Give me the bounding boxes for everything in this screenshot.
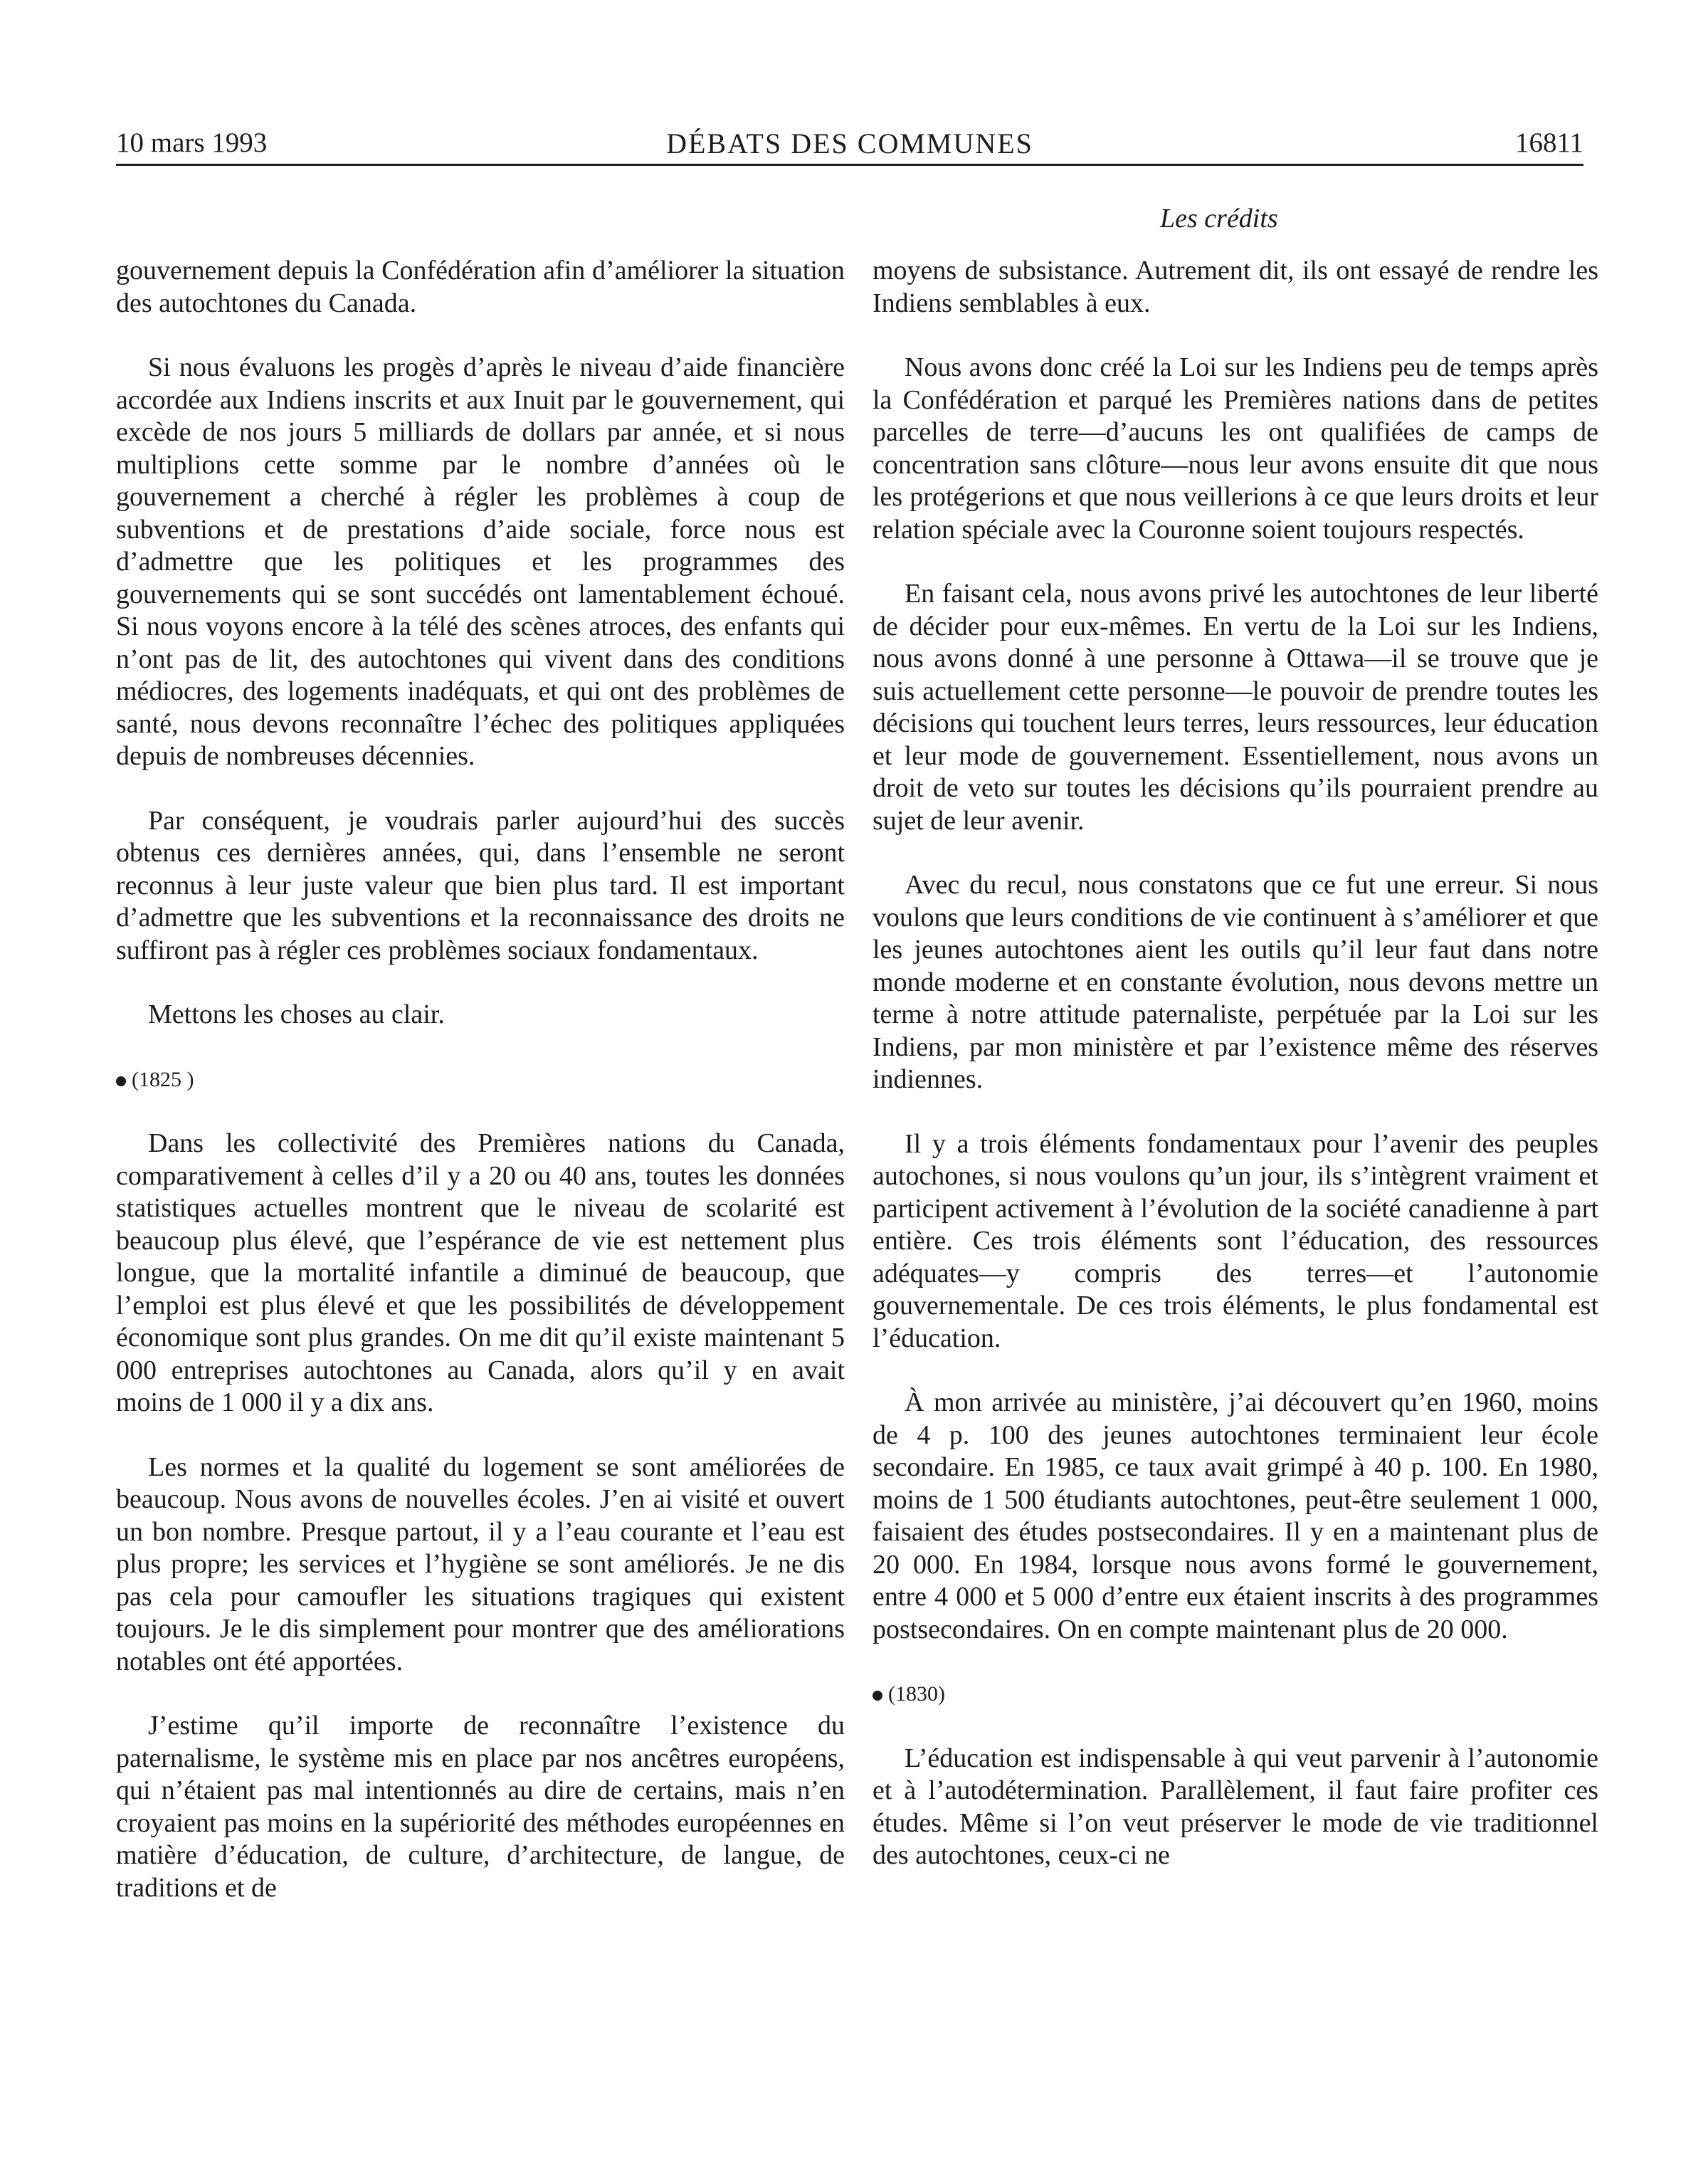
paragraph: Dans les collectivité des Premières nations du Canada, comparativement à celles d’il y a 20 ou 40 ans, toutes les données statistiques actuelles montrent que le niveau de scolarité est beaucoup plus élevé, que l’espérance de vie est nettement plus longue, que la mortalité infantile a diminué de beaucoup, que l’emploi est plus élevé et que les possibilités de développement économique sont plus grandes. On me dit qu’il existe maintenant 5 000 entreprises autochtones au Canada, alors qu’il y en avait moins de 1 000 il y a dix ans. bbox=[116, 1128, 845, 1417]
paragraph: À mon arrivée au ministère, j’ai découvert qu’en 1960, moins de 4 p. 100 des jeunes autochtones terminaient leur école secondaire. En 1985, ce taux avait grimpé à 40 p. 100. En 1980, moins de 1 500 étudiants autochtones, peut-être seulement 1 000, faisaient des études postsecondaires. Il y en a maintenant plus de 20 000. En 1984, lorsque nous avons formé le gouvernement, entre 4 000 et 5 000 d’entre eux étaient inscrits à des programmes postsecondaires. On en compte maintenant plus de 20 000. bbox=[873, 1387, 1598, 1644]
paragraph: Il y a trois éléments fondamentaux pour l’avenir des peuples autochones, si nous voulons qu’un jour, ils s’intègrent vraiment et participent activement à l’évolution de la société canadienne à part entière. Ces trois éléments sont l’éducation, des ressources adéquates—y compris des terres—et l’autonomie gouvernementale. De ces trois éléments, le plus fondamental est l’éducation. bbox=[873, 1128, 1598, 1353]
right-column bbox=[873, 255, 1598, 1904]
paragraph: Avec du recul, nous constatons que ce fut une erreur. Si nous voulons que leurs conditions de vie continuent à s’améliorer et que les jeunes autochtones aient les outils qu’il leur faut dans notre monde moderne et en constante évolution, nous devons mettre un terme à notre attitude paternaliste, perpétuée par la Loi sur les Indiens, par mon ministère et par l’existence même des réserves indiennes. bbox=[873, 870, 1598, 1094]
paragraph: J’estime qu’il importe de reconnaître l’existence du paternalisme, le système mis en place par nos ancêtres européens, qui n’étaient pas mal intentionnés au dire de certains, mais n’en croyaient pas moins en la supériorité des méthodes européennes en matière d’éducation, de culture, d’architecture, de langue, de traditions et de bbox=[116, 1711, 845, 1903]
paragraph: gouvernement depuis la Confédération afin d’améliorer la situation des autochtones du Canada. bbox=[116, 256, 845, 318]
paragraph: Nous avons donc créé la Loi sur les Indiens peu de temps après la Confédération et parqué les Premières nations dans de petites parcelles de terre—d’aucuns les ont qualifiées de camps de concentration sans clôture—nous leur avons ensuite dit que nous les protégerions et que nous veillerions à ce que leurs droits et leur relation spéciale avec la Couronne soient toujours respectés. bbox=[873, 352, 1598, 545]
header-date: 10 mars 1993 bbox=[116, 127, 268, 158]
bullet-icon bbox=[873, 1691, 882, 1701]
time-marker bbox=[116, 1064, 845, 1096]
header-title: DÉBATS DES COMMUNES bbox=[666, 127, 1033, 159]
time-marker-label: (1825 ) bbox=[132, 1067, 194, 1091]
time-marker-label: (1830) bbox=[888, 1682, 945, 1706]
paragraph: Par conséquent, je voudrais parler aujourd’hui des succès obtenus ces dernières années, qui, dans l’ensemble ne seront reconnus à leur juste valeur que bien plus tard. Il est important d’admettre que les subventions et la reconnaissance des droits ne suffiront pas à régler ces problèmes sociaux fondamentaux. bbox=[116, 805, 845, 965]
paragraph: En faisant cela, nous avons privé les autochtones de leur liberté de décider pour eux-mêmes. En vertu de la Loi sur les Indiens, nous avons donné à une personne à Ottawa—il se trouve que je suis actuellement cette personne—le pouvoir de prendre toutes les décisions qui touchent leurs terres, leurs ressources, leur éducation et leur mode de gouvernement. Essentiellement, nous avons un droit de veto sur toutes les décisions qu’ils pourraient prendre au sujet de leur avenir. bbox=[873, 579, 1598, 836]
bullet-icon bbox=[116, 1076, 126, 1086]
paragraph: L’éducation est indispensable à qui veut parvenir à l’autonomie et à l’autodétermination. Parallèlement, il faut faire profiter ces études. Même si l’on veut préserver le mode de vie traditionnel des autochtones, ceux-ci ne bbox=[873, 1743, 1598, 1870]
time-marker bbox=[873, 1678, 1598, 1711]
page-header bbox=[116, 127, 1583, 166]
section-title: Les crédits bbox=[1160, 204, 1278, 233]
paragraph: moyens de subsistance. Autrement dit, ils ont essayé de rendre les Indiens semblables à eux. bbox=[873, 256, 1598, 318]
paragraph: Si nous évaluons les progès d’après le niveau d’aide financière accordée aux Indiens inscrits et aux Inuit par le gouvernement, qui excède de nos jours 5 milliards de dollars par année, et si nous multiplions cette somme par le nombre d’années où le gouvernement a cherché à régler les problèmes à coup de subventions et de prestations d’aide sociale, force nous est d’admettre que les politiques et les programmes des gouvernements qui se sont succédés ont lamentablement échoué. Si nous voyons encore à la télé des scènes atroces, des enfants qui n’ont pas de lit, des autochtones qui vivent dans des conditions médiocres, des logements inadéquats, et qui ont des problèmes de santé, nous devons reconnaître l’échec des politiques appliquées depuis de nombreuses décennies. bbox=[116, 352, 845, 771]
paragraph: Les normes et la qualité du logement se sont améliorées de beaucoup. Nous avons de nouvelles écoles. J’en ai visité et ouvert un bon nombre. Presque partout, il y a l’eau courante et l’eau est plus propre; les services et l’hygiène se sont améliorés. Je ne dis pas cela pour camoufler les situations tragiques qui existent toujours. Je le dis simplement pour montrer que des améliorations notables ont été apportées. bbox=[116, 1451, 845, 1676]
header-page-number: 16811 bbox=[1514, 127, 1583, 158]
paragraph: Mettons les choses au clair. bbox=[148, 999, 445, 1029]
left-column bbox=[116, 255, 845, 1936]
